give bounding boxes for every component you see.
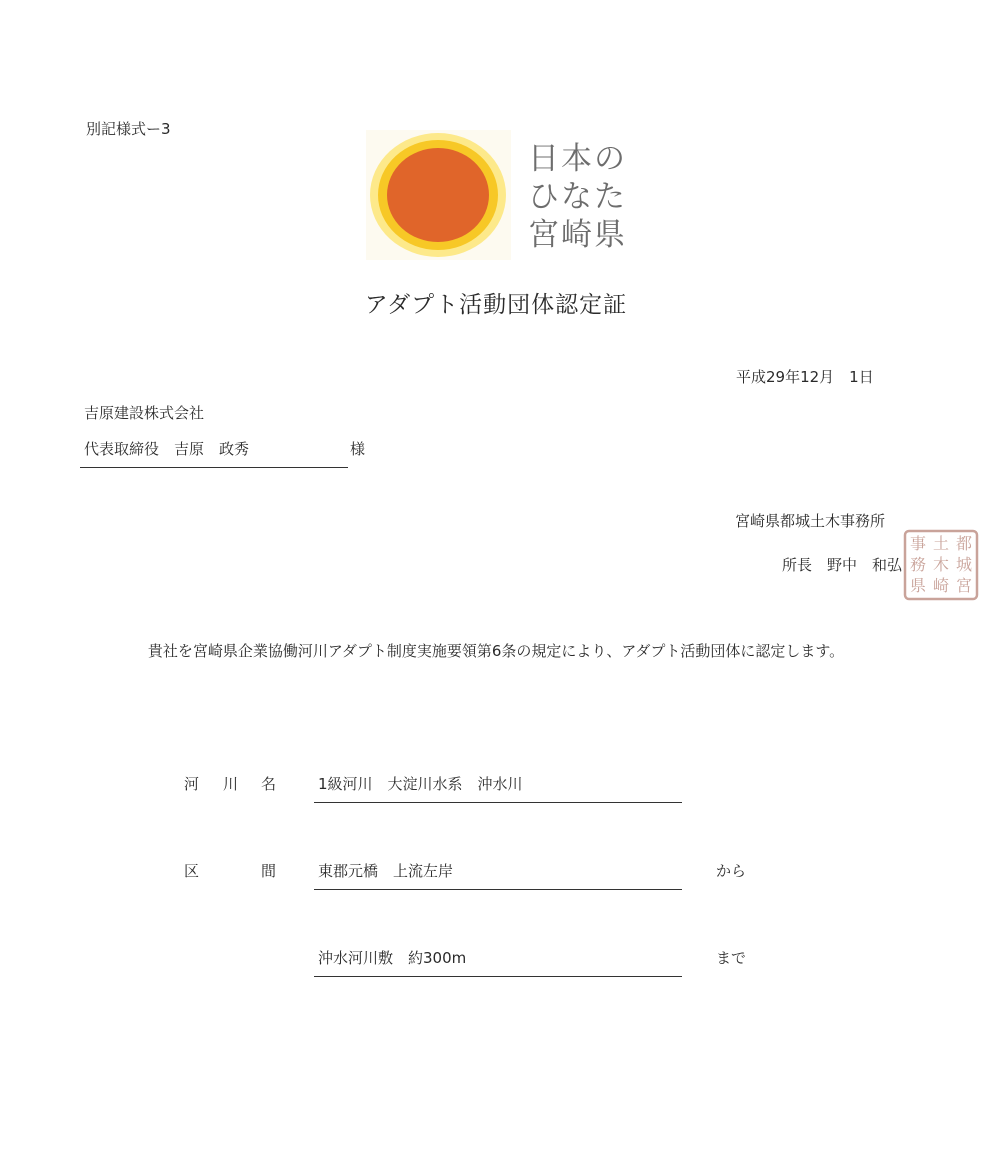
- logo-line-3: 宮崎県: [528, 217, 627, 253]
- issuer-office: 宮崎県都城土木事務所: [735, 512, 886, 530]
- certification-statement: 貴社を宮崎県企業協働河川アダプト制度実施要領第6条の規定により、アダプト活動団体に認定します。: [147, 642, 845, 660]
- logo-wordmark: [528, 140, 627, 254]
- sun-logo-icon: [366, 130, 511, 260]
- recipient-underline: [80, 467, 348, 468]
- section-from-value: 東郡元橋 上流左岸: [318, 862, 454, 880]
- from-suffix: から: [716, 862, 747, 880]
- recipient-company: 吉原建設株式会社: [84, 404, 205, 422]
- seal-char: 土: [932, 534, 950, 553]
- river-value: 1級河川 大淀川水系 沖水川: [318, 775, 523, 793]
- logo-line-1: 日本の: [528, 141, 627, 177]
- section-to-value: 沖水河川敷 約300m: [318, 949, 467, 967]
- section-to-underline: [314, 976, 682, 977]
- to-suffix: まで: [716, 949, 747, 967]
- seal-char: 務: [909, 555, 927, 574]
- river-label-3: 名: [261, 775, 277, 793]
- recipient-representative: 代表取締役 吉原 政秀: [84, 440, 250, 458]
- seal-char: 宮: [955, 576, 973, 595]
- river-label-2: 川: [223, 775, 239, 793]
- seal-char: 崎: [932, 576, 950, 595]
- issuer-chief: 所長 野中 和弘: [782, 556, 903, 574]
- seal-char: 都: [955, 534, 973, 553]
- logo-line-2: ひなた: [528, 179, 627, 215]
- issue-date: 平成29年12月 1日: [736, 368, 874, 386]
- form-number: 別記様式ー3: [86, 120, 171, 138]
- river-label-1: 河: [184, 775, 200, 793]
- seal-char: 県: [909, 576, 927, 595]
- section-from-underline: [314, 889, 682, 890]
- document-title: アダプト活動団体認定証: [364, 292, 628, 318]
- seal-char: 城: [955, 555, 973, 574]
- section-label-2: 間: [261, 862, 277, 880]
- section-label-1: 区: [184, 862, 200, 880]
- seal-char: 木: [932, 555, 950, 574]
- river-underline: [314, 802, 682, 803]
- seal-char: 事: [909, 534, 927, 553]
- official-seal-icon: [902, 528, 980, 602]
- recipient-honorific: 様: [350, 440, 366, 458]
